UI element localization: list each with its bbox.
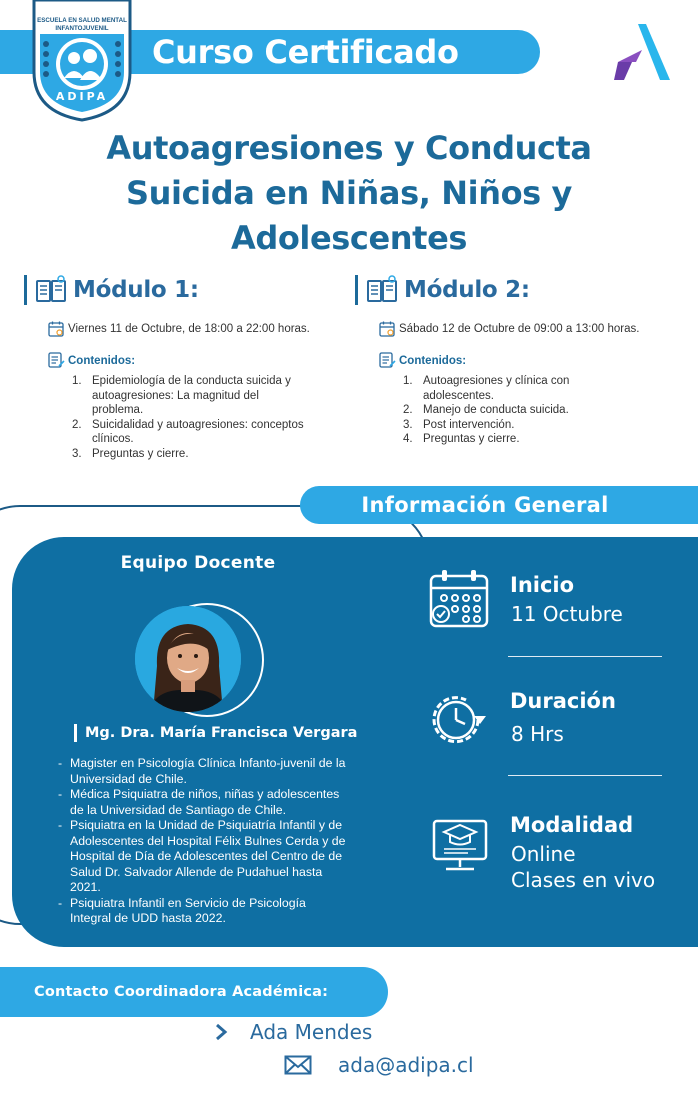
list-item-line: clínicos. [92, 433, 134, 445]
course-title [40, 126, 658, 261]
list-item-line: Adolescentes del Hospital Félix Bulnes Cerda y de [70, 833, 346, 848]
contents-label-text: Contenidos: [68, 354, 136, 367]
list-item-number: 4. [403, 433, 413, 445]
list-item-line: Manejo de conducta suicida. [423, 404, 569, 416]
module-2-contents-label [379, 352, 466, 369]
modality-value-2: Clases en vivo [511, 868, 656, 892]
module-1-contents-list [72, 374, 362, 461]
list-item-line: de la Universidad de Santiago de Chile. [70, 802, 287, 817]
logo-top-text-1: ESCUELA EN SALUD MENTAL [37, 17, 127, 24]
duration-value: 8 Hrs [511, 722, 564, 746]
contents-label-text: Contenidos: [399, 354, 467, 367]
module-book-icon [366, 275, 398, 305]
start-value: 11 Octubre [511, 602, 623, 626]
list-item [403, 403, 683, 418]
contact-name [214, 1020, 372, 1044]
list-item-line: Médica Psiquiatra de niños, niñas y adolescentes [70, 787, 340, 801]
module-2-contents-list [403, 374, 683, 447]
module-1-date-text: Viernes 11 de Octubre, de 18:00 a 22:00 horas. [68, 323, 310, 335]
list-item [58, 756, 408, 787]
module-2-header [355, 275, 530, 305]
course-title-line: Adolescentes [230, 219, 468, 257]
contact-banner-title: Contacto Coordinadora Académica: [34, 984, 329, 1000]
list-item-line: problema. [92, 404, 144, 416]
list-item-number: 1. [403, 375, 413, 387]
module-2-title: Módulo 2: [404, 277, 530, 303]
teacher-photo [135, 606, 241, 712]
document-icon [379, 352, 396, 369]
team-title: Equipo Docente [120, 553, 276, 573]
list-item-number: 1. [72, 375, 82, 387]
contact-email[interactable] [284, 1053, 474, 1077]
module-1-contents-label [48, 352, 135, 369]
info-banner-title: Información General [361, 493, 609, 517]
module-bar [24, 275, 27, 305]
divider [508, 775, 662, 776]
name-bar [74, 724, 77, 742]
list-item-line: Suicidalidad y autoagresiones: conceptos [92, 418, 304, 431]
course-title-line: Autoagresiones y Conducta [106, 129, 592, 167]
list-item-number: 3. [72, 447, 82, 460]
duration-label: Duración [510, 689, 616, 713]
list-item [58, 818, 408, 896]
module-2-date-text: Sábado 12 de Octubre de 09:00 a 13:00 horas. [399, 323, 640, 335]
list-item-number: 2. [403, 404, 413, 416]
list-item-line: Preguntas y cierre. [423, 433, 520, 445]
chevron-right-icon [214, 1023, 228, 1041]
adipa-school-logo [30, 0, 134, 122]
module-1-date [48, 321, 310, 337]
module-1-title: Módulo 1: [73, 277, 199, 303]
module-book-icon [35, 275, 67, 305]
list-item [403, 432, 683, 447]
start-label: Inicio [510, 573, 575, 597]
contact-email-text[interactable]: ada@adipa.cl [338, 1053, 474, 1077]
course-title-line: Suicida en Niñas, Niños y [125, 174, 573, 212]
list-item-line: Preguntas y cierre. [92, 447, 189, 460]
list-item [403, 374, 683, 403]
calendar-icon [379, 321, 395, 337]
list-item [72, 418, 362, 447]
list-item-line: Psiquiatra en la Unidad de Psiquiatría Infantil y de [70, 818, 343, 832]
list-item-line: Hospital de Día de Adolescentes del Centro de de [70, 849, 343, 863]
list-item-line: adolescentes. [423, 389, 494, 402]
modality-label: Modalidad [510, 813, 634, 837]
clock-icon [428, 690, 490, 753]
teacher-name-text: Mg. Dra. María Francisca Vergara [85, 725, 358, 741]
mail-icon [284, 1055, 312, 1075]
calendar-large-icon [428, 568, 490, 635]
logo-bottom-text: ADIPA [55, 90, 109, 103]
online-class-icon [432, 815, 488, 878]
divider [508, 656, 662, 657]
logo-top-text-2: INFANTOJUVENIL [55, 25, 109, 32]
list-item-line: Universidad de Chile. [70, 771, 187, 786]
contact-name-text: Ada Mendes [250, 1020, 373, 1044]
list-item-line: Post intervención. [423, 418, 515, 431]
module-2-date [379, 321, 639, 337]
document-icon [48, 352, 65, 369]
list-item-line: Autoagresiones y clínica con [423, 375, 570, 387]
header-title: Curso Certificado [152, 33, 459, 71]
list-item-number: 2. [72, 418, 82, 431]
list-item-line: Psiquiatra Infantil en Servicio de Psicología [70, 895, 306, 910]
list-item [403, 418, 683, 433]
list-item [58, 896, 408, 927]
teacher-name [74, 724, 357, 742]
list-item-number: 3. [403, 418, 413, 431]
list-item [72, 447, 362, 462]
list-item-line: Magister en Psicología Clínica Infanto-juvenil de la [70, 756, 346, 770]
teacher-bullets [58, 756, 408, 927]
list-item-line: Integral de UDD hasta 2022. [70, 911, 226, 925]
list-item-line: autoagresiones: La magnitud del [92, 389, 259, 402]
module-1-header [24, 275, 199, 305]
calendar-icon [48, 321, 64, 337]
list-item [72, 374, 362, 418]
list-item-line: Epidemiología de la conducta suicida y [92, 375, 291, 387]
adipa-brand-logo [612, 22, 670, 82]
modality-value-1: Online [511, 842, 576, 866]
list-item-line: 2021. [70, 880, 101, 894]
list-item [58, 787, 408, 818]
list-item-line: Salud Dr. Salvador Allende de Pudahuel hasta [70, 864, 323, 879]
module-bar [355, 275, 358, 305]
